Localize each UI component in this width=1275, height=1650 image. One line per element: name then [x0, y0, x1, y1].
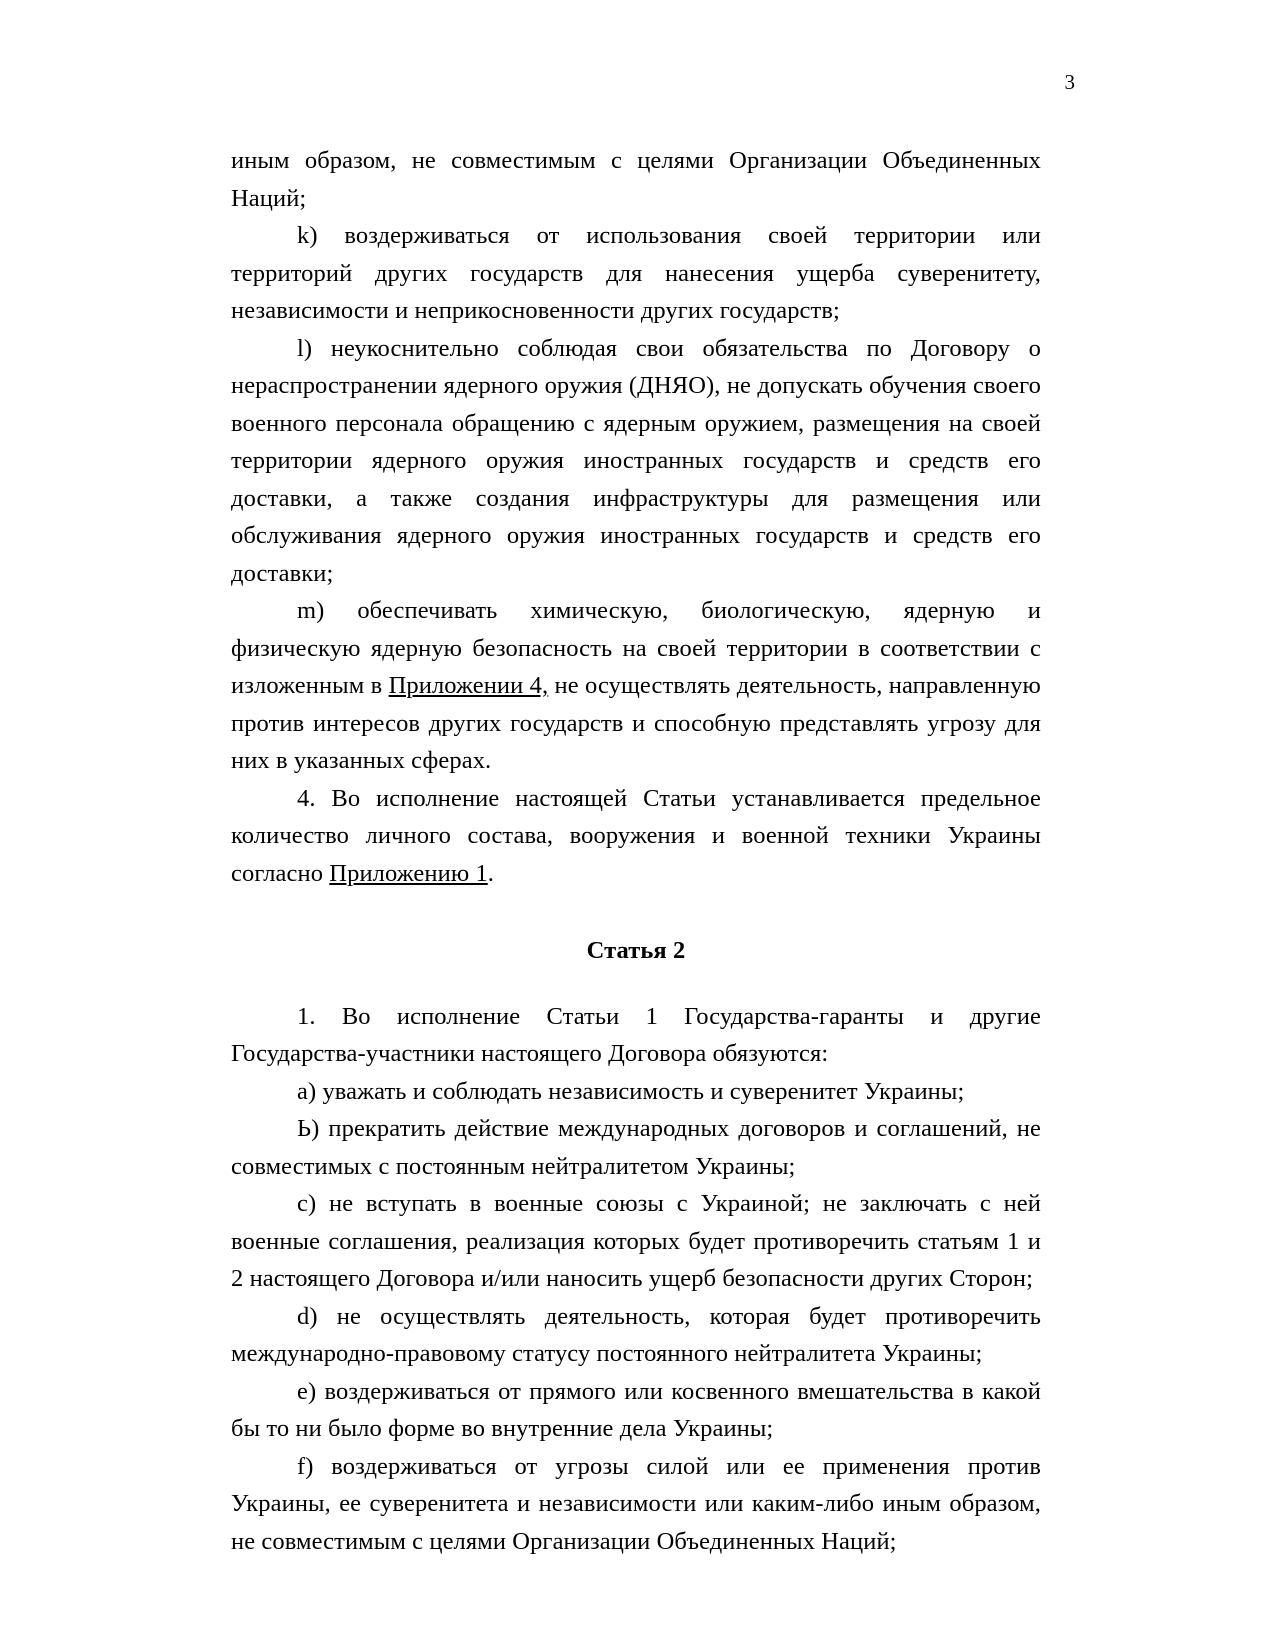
paragraph-article2-a: a) уважать и соблюдать независимость и суверенитет Украины; — [297, 1077, 965, 1105]
annex-1-reference: Приложению 1 — [329, 859, 488, 887]
text-run: не осуществлять деятельность, направленную против интересов других государств и способную представлять угрозу для них в указанных сферах. — [231, 672, 1041, 774]
page-number: 3 — [1064, 70, 1075, 94]
paragraph-item-m — [231, 592, 1041, 780]
paragraph-article2-f: f) воздерживаться от угрозы силой или ее применения против Украины, ее суверенитета и независимости или каким-либо иным образом, не совместимым с целями Организации Объединенных Наций; — [231, 1452, 1041, 1555]
paragraph-item-4 — [231, 780, 1041, 893]
paragraph-continuation: иным образом, не совместимым с целями Организации Объединенных Наций; — [231, 147, 1041, 212]
text-run: 4. Во исполнение настоящей Статьи устанавливается предельное количество личного состава, вооружения и военной техники Украины согласно — [231, 784, 1041, 887]
paragraph-article2-e: e) воздерживаться от прямого или косвенного вмешательства в какой бы то ни было форме во внутренние дела Украины; — [231, 1377, 1041, 1442]
paragraph-article2-1: 1. Во исполнение Статьи 1 Государства-гаранты и другие Государства-участники настоящего Договора обязуются: — [231, 1002, 1041, 1067]
text-run: . — [487, 859, 495, 887]
article-heading: Статья 2 — [586, 937, 686, 964]
text-run: m) обеспечивать химическую, биологическую, ядерную и физическую ядерную безопасность на своей территории в соответствии с изложенным в — [231, 597, 1041, 699]
document-body — [231, 142, 1041, 1560]
paragraph-article2-c: c) не вступать в военные союзы с Украиной; не заключать с ней военные соглашения, реализация которых будет противоречить статьям 1 и 2 настоящего Договора и/или наносить ущерб безопасности других Сторон; — [231, 1190, 1041, 1292]
paragraph-article2-d: d) не осуществлять деятельность, которая будет противоречить международно-правовому статусу постоянного нейтралитета Украины; — [231, 1302, 1041, 1367]
paragraph-item-l: l) неукоснительно соблюдая свои обязательства по Договору о нераспространении ядерного оружия (ДНЯО), не допускать обучения своего военного персонала обращению с ядерным оружием, размещения на своей территории ядерного оружия иностранных государств и средств его доставки, а также создания инфраструктуры для размещения или обслуживания ядерного оружия иностранных государств и средств его доставки; — [231, 334, 1041, 587]
paragraph-article2-b: Ь) прекратить действие международных договоров и соглашений, не совместимых с постоянным нейтралитетом Украины; — [231, 1115, 1041, 1180]
paragraph-item-k: k) воздерживаться от использования своей территории или территорий других государств для нанесения ущерба суверенитету, независимости и неприкосновенности других государств; — [231, 222, 1041, 324]
annex-4-reference: Приложении 4, — [388, 672, 549, 699]
